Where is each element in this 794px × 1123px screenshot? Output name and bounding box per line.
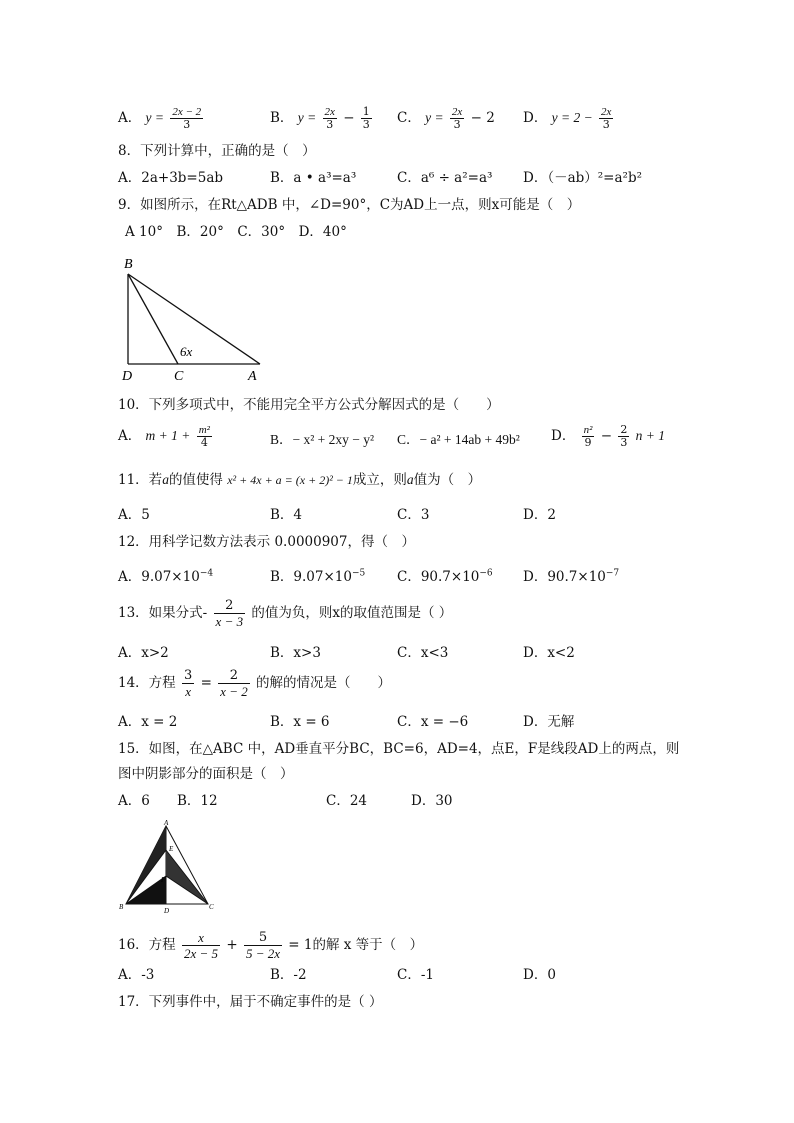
q11-option-c: C．3	[397, 507, 430, 523]
q9-label-a: A	[248, 369, 257, 384]
q15-option-c: C．24	[326, 793, 368, 809]
q12-option-c: C．$90.7\times 10^{-6}$	[397, 568, 493, 585]
q13-option-d: D．x<2	[523, 645, 575, 661]
q16-option-a: A．-3	[118, 967, 155, 983]
q15-option-b: B．12	[177, 793, 218, 809]
q7-option-d: D． y = 2 − $\frac{2x}{3}$	[523, 106, 612, 131]
q11-option-a: A．5	[118, 507, 150, 523]
q15-label-a: A	[164, 819, 169, 827]
q16-option-c: C．-1	[397, 967, 434, 983]
q15-label-c: C	[209, 903, 214, 911]
q8-stem: 8．下列计算中，正确的是（ ）	[118, 143, 316, 159]
q15-option-a: A．6	[118, 793, 150, 809]
q10-stem: 10．下列多项式中，不能用完全平方公式分解因式的是（ ）	[118, 397, 500, 413]
q8-option-a: A．2a+3b=5ab	[118, 170, 224, 186]
q15-label-b: B	[119, 903, 124, 911]
q9-options: A 10° B．20° C．30° D．40°	[125, 224, 347, 240]
q8-option-c: C．a⁶ ÷ a²=a³	[397, 170, 493, 186]
q9-label-d: D	[122, 369, 133, 384]
q15-stem-line2: 图中阴影部分的面积是（ ）	[118, 766, 294, 782]
q8-option-b: B．a • a³=a³	[270, 170, 357, 186]
q7-option-c: C． y = $\frac{2x}{3}$ − 2	[397, 106, 495, 131]
q7-a-fraction: $\frac{2x - 2}{3}$	[172, 106, 202, 131]
q15-option-d: D．30	[411, 793, 453, 809]
q14-option-a: A．x = 2	[118, 714, 178, 730]
q13-stem: 13．如果分式- $\frac{2}{x - 3}$ 的值为负，则x的取值范围是（ ）	[118, 598, 453, 629]
q10-option-a: A． m + 1 + $\frac{\text{m²}}{4}$	[118, 424, 210, 449]
q10-option-c: C．− a² + 14ab + 49b²	[397, 432, 520, 447]
q9-label-c: C	[174, 369, 184, 384]
q17-stem: 17．下列事件中，届于不确定事件的是（ ）	[118, 994, 383, 1010]
q14-stem: 14．方程 $\frac{3}{x}$ = $\frac{2}{x - 2}$ 的解的情况是（ ）	[118, 668, 392, 699]
q11-option-b: B．4	[270, 507, 303, 523]
q10-option-b: B．− x² + 2xy − y²	[270, 432, 375, 447]
q9-angle-label: 6x	[180, 344, 193, 359]
q12-stem: 12．用科学记数方法表示 0.0000907，得（ ）	[118, 534, 415, 550]
q15-stem-line1: 15．如图，在△ABC 中，AD垂直平分BC，BC=6，AD=4，点E，F是线段AD上的两点，则	[118, 741, 680, 757]
q13-option-b: B．x>3	[270, 645, 321, 661]
q12-option-a: A．$9.07\times 10^{-4}$	[118, 568, 214, 585]
q16-option-b: B．-2	[270, 967, 307, 983]
q12-option-b: B．$9.07\times 10^{-5}$	[270, 568, 366, 585]
q16-stem: 16．方程 $\frac{x}{2x - 5}$ + $\frac{5}{5 - 2x}$ = 1的解 x 等于（ ）	[118, 930, 424, 961]
q11-option-d: D．2	[523, 507, 556, 523]
q15-shaded-triangle-figure	[116, 818, 222, 916]
q15-label-f: F	[161, 876, 166, 884]
q14-option-d: D．无解	[523, 714, 575, 730]
q13-option-a: A．x>2	[118, 645, 169, 661]
q15-label-d: D	[164, 907, 170, 915]
q13-fraction: $\frac{2}{x - 3}$	[215, 598, 244, 629]
q14-option-b: B．x = 6	[270, 714, 330, 730]
q15-label-e: E	[169, 845, 174, 853]
q9-label-b: B	[124, 257, 133, 272]
q12-option-d: D．$90.7\times 10^{-7}$	[523, 568, 620, 585]
q9-stem: 9．如图所示，在Rt△ADB 中，∠D=90°，C为AD上一点，则x可能是（ ）	[118, 197, 581, 213]
q11-stem: 11．若a的值使得 x² + 4x + a = (x + 2)² − 1成立，则a值为（ ）	[118, 472, 482, 488]
q13-option-c: C．x<3	[397, 645, 449, 661]
q7-option-b: B． y = $\frac{2x}{3}$ − $\frac{1}{3}$	[270, 105, 370, 131]
q16-option-d: D．0	[523, 967, 556, 983]
q14-option-c: C．x = −6	[397, 714, 469, 730]
q9-triangle-figure	[118, 252, 278, 384]
q8-option-d: D．（－ab）²=a²b²	[523, 170, 643, 186]
q10-option-d: D． $\frac{\text{n²}}{9}$ − $\frac{2}{3}$ n + 1	[551, 423, 666, 449]
q7-option-a: A． y = $\frac{2x - 2}{3}$	[118, 106, 202, 131]
